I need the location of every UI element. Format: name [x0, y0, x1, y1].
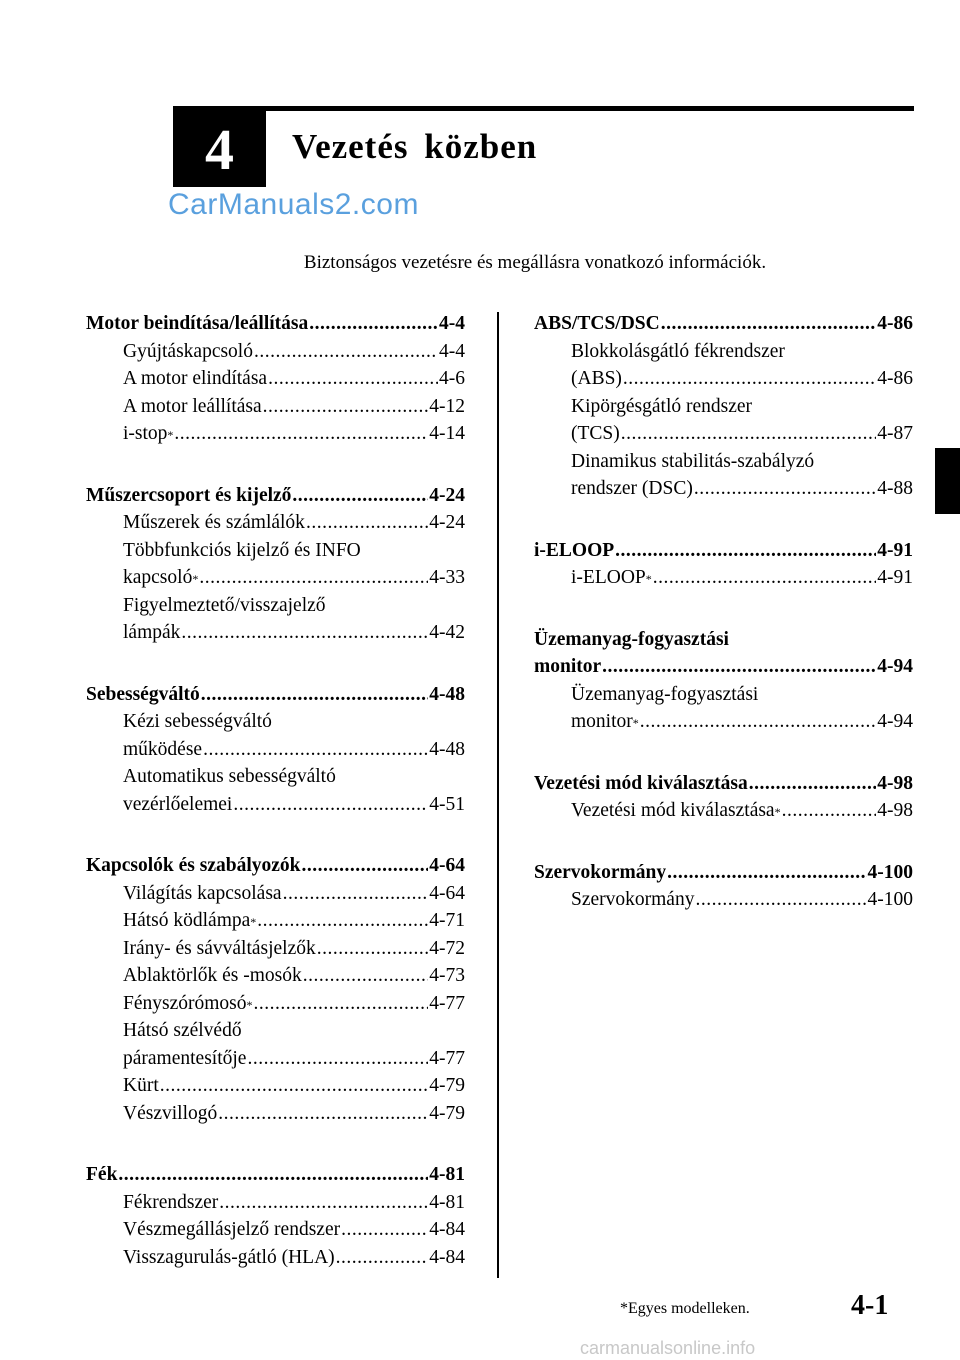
- toc-page-ref: 4-81: [429, 1191, 465, 1213]
- toc-entry-text: ABS/TCS/DSC: [534, 313, 660, 334]
- dot-leader: [306, 509, 428, 537]
- toc-entry-text: monitor: [534, 656, 602, 677]
- toc-heading[interactable]: [534, 310, 913, 338]
- dot-leader: [160, 1072, 429, 1100]
- toc-section: [86, 852, 465, 1127]
- toc-section: [534, 537, 913, 592]
- toc-page-ref: 4-87: [877, 423, 913, 444]
- toc-entry-text: i-stop: [123, 423, 168, 444]
- toc-page-ref: 4-48: [429, 683, 465, 705]
- toc-page-ref: 4-94: [877, 656, 913, 677]
- toc-entry[interactable]: [86, 791, 465, 819]
- toc-entry[interactable]: [86, 962, 465, 990]
- toc-entry[interactable]: [86, 393, 465, 421]
- toc-entry[interactable]: [86, 619, 465, 647]
- toc-entry-text: Kürt: [123, 1075, 159, 1096]
- toc-page-ref: 4-24: [429, 484, 465, 506]
- toc-entry-text: Műszercsoport és kijelző: [86, 484, 292, 506]
- dot-leader: [640, 708, 877, 736]
- toc-entry-text: lámpák: [123, 622, 181, 643]
- toc-entry-text: Irány- és sávváltásjelzők: [123, 937, 316, 959]
- toc-section: [86, 310, 465, 448]
- toc-entry-text: Dinamikus stabilitás-szabályzó: [571, 450, 815, 472]
- dot-leader: [602, 653, 876, 681]
- toc-entry-text: Hátsó szélvédő: [123, 1020, 242, 1041]
- toc-entry-text: Motor beindítása/leállítása: [86, 313, 309, 334]
- toc-entry: [534, 448, 913, 476]
- dot-leader: [118, 1161, 428, 1189]
- toc-entry[interactable]: [534, 365, 913, 393]
- column-divider: [497, 312, 499, 1278]
- footer-watermark: carmanualsonline.info: [580, 1338, 756, 1358]
- dot-leader: [218, 1100, 428, 1128]
- toc-heading[interactable]: [534, 653, 913, 681]
- dot-leader: [174, 420, 428, 448]
- toc-page-ref: 4-84: [429, 1246, 465, 1268]
- toc-entry: [86, 763, 465, 791]
- toc-entry-text: Blokkolásgátló fékrendszer: [571, 340, 785, 362]
- toc-entry[interactable]: i-stop * ..... 4-14: [86, 420, 465, 448]
- toc-entry[interactable]: Vezetési mód kiválasztása * ..... 4-98: [534, 797, 913, 825]
- toc-section: [534, 310, 913, 503]
- toc-page-ref: 4-4: [439, 313, 465, 334]
- toc-page-ref: 4-72: [429, 937, 465, 959]
- toc-page-ref: 4-14: [429, 423, 465, 444]
- toc-entry[interactable]: Hátsó ködlámpa * ..... 4-71: [86, 907, 465, 935]
- dot-leader: [303, 962, 429, 990]
- page-number: 4-1: [851, 1290, 889, 1321]
- toc-section: [534, 859, 913, 914]
- toc-page-ref: 4-100: [867, 889, 913, 910]
- dot-leader: [257, 907, 428, 935]
- dot-leader: [336, 1244, 429, 1272]
- toc-entry[interactable]: i-ELOOP * ..... 4-91: [534, 564, 913, 592]
- toc-page-ref: 4-86: [877, 313, 913, 334]
- toc-entry[interactable]: [86, 1216, 465, 1244]
- toc-entry-text: Vezetési mód kiválasztása: [571, 800, 775, 821]
- toc-entry[interactable]: [534, 420, 913, 448]
- dot-leader: [695, 886, 866, 914]
- toc-entry[interactable]: [86, 736, 465, 764]
- dot-leader: [254, 990, 429, 1018]
- footnote: *Egyes modelleken.: [620, 1300, 750, 1317]
- toc-entry[interactable]: [86, 1072, 465, 1100]
- toc-heading[interactable]: [86, 852, 465, 880]
- toc-page-ref: 4-64: [429, 882, 465, 904]
- toc-entry-text: Ablaktörlők és -mosók: [123, 965, 302, 986]
- toc-entry-text: Figyelmeztető/visszajelző: [123, 594, 326, 616]
- chapter-title: Vezetés közben: [292, 127, 538, 166]
- toc-page-ref: 4-88: [877, 478, 913, 499]
- toc-heading[interactable]: [86, 681, 465, 709]
- dot-leader: [615, 537, 876, 565]
- dot-leader: [283, 880, 429, 908]
- toc-entry-text: Fényszórómosó: [123, 992, 247, 1014]
- dot-leader: [181, 619, 428, 647]
- toc-entry-text: i-ELOOP: [571, 567, 646, 588]
- toc-page-ref: 4-94: [877, 711, 913, 732]
- toc-heading[interactable]: [86, 482, 465, 510]
- toc-page-ref: 4-73: [429, 965, 465, 986]
- dot-leader: [621, 420, 877, 448]
- toc-entry-text: Üzemanyag-fogyasztási: [571, 683, 759, 705]
- toc-entry-text: Automatikus sebességváltó: [123, 766, 336, 787]
- chapter-subtitle: Biztonságos vezetésre és megállásra vonatkozó információk.: [303, 252, 767, 273]
- toc-page-ref: 4-42: [429, 622, 465, 643]
- toc-entry-text: Kapcsolók és szabályozók: [86, 855, 301, 876]
- dot-leader: [667, 859, 866, 887]
- toc-page-ref: 4-77: [429, 992, 465, 1014]
- toc-entry-text: Vezetési mód kiválasztása: [534, 772, 748, 794]
- toc-page-ref: 4-71: [429, 910, 465, 931]
- toc-page-ref: 4-6: [439, 368, 465, 389]
- toc-entry[interactable]: [86, 509, 465, 537]
- toc-entry-text: Többfunkciós kijelző és INFO: [123, 539, 361, 561]
- toc-section: [86, 482, 465, 647]
- dot-leader: [782, 797, 877, 825]
- toc-entry-text: Üzemanyag-fogyasztási: [534, 628, 729, 650]
- toc-entry[interactable]: [86, 1100, 465, 1128]
- chapter-number-box: [173, 111, 266, 187]
- toc-entry-text: Kipörgésgátló rendszer: [571, 395, 753, 417]
- toc-entry[interactable]: [86, 1189, 465, 1217]
- toc-entry: [86, 592, 465, 620]
- toc-entry[interactable]: [86, 1045, 465, 1073]
- toc-entry-text: Vészmegállásjelző rendszer: [123, 1219, 341, 1240]
- dot-leader: [263, 393, 429, 421]
- toc-page-ref: 4-79: [429, 1075, 465, 1096]
- toc-page-ref: 4-12: [429, 395, 465, 417]
- toc-entry-text: A motor elindítása: [123, 368, 268, 389]
- dot-leader: [694, 475, 876, 503]
- dot-leader: [254, 338, 438, 366]
- dot-leader: [302, 852, 429, 880]
- toc-section: [86, 1161, 465, 1271]
- dot-leader: [292, 482, 428, 510]
- toc-section: [534, 770, 913, 825]
- toc-page-ref: 4-24: [429, 512, 465, 533]
- toc-page-ref: 4-84: [429, 1219, 465, 1240]
- toc-entry: [534, 393, 913, 421]
- toc-entry-text: páramentesítője: [123, 1047, 247, 1069]
- toc-entry-text: Hátsó ködlámpa: [123, 910, 251, 931]
- toc-left-column: [86, 310, 465, 1305]
- toc-section: [86, 681, 465, 819]
- toc-entry-text: Kézi sebességváltó: [123, 711, 272, 732]
- toc-entry: [534, 338, 913, 366]
- toc-page-ref: 4-81: [429, 1164, 465, 1185]
- toc-page-ref: 4-91: [877, 539, 913, 561]
- toc-entry-text: rendszer (DSC): [571, 478, 693, 499]
- toc-entry[interactable]: [86, 935, 465, 963]
- toc-section: [534, 626, 913, 736]
- dot-leader: [219, 1189, 428, 1217]
- toc-entry-text: működése: [123, 738, 203, 760]
- toc-entry-text: vezérlőelemei: [123, 793, 233, 815]
- dot-leader: [309, 310, 438, 338]
- toc-entry-text: Visszagurulás-gátló (HLA): [123, 1246, 335, 1268]
- toc-page-ref: 4-51: [429, 793, 465, 815]
- dot-leader: [199, 564, 428, 592]
- toc-entry[interactable]: [86, 338, 465, 366]
- toc-entry-text: i-ELOOP: [534, 539, 615, 561]
- toc-heading[interactable]: [86, 1161, 465, 1189]
- toc-entry-text: Fék: [86, 1164, 118, 1185]
- toc-entry: [86, 537, 465, 565]
- watermark: CarManuals2.com: [168, 188, 419, 221]
- toc-entry-text: Szervokormány: [534, 861, 667, 883]
- toc-page-ref: 4-79: [429, 1102, 465, 1124]
- toc-page-ref: 4-64: [429, 855, 465, 876]
- dot-leader: [317, 935, 428, 963]
- toc-heading[interactable]: [86, 310, 465, 338]
- toc-entry[interactable]: [86, 365, 465, 393]
- dot-leader: [623, 365, 876, 393]
- toc-entry[interactable]: [534, 475, 913, 503]
- toc-page-ref: 4-98: [877, 800, 913, 821]
- toc-entry-text: A motor leállítása: [123, 395, 262, 417]
- toc-heading: [534, 626, 913, 654]
- toc-page-ref: 4-98: [877, 772, 913, 794]
- dot-leader: [247, 1045, 428, 1073]
- toc-entry-text: monitor: [571, 711, 633, 732]
- toc-page-ref: 4-48: [429, 738, 465, 760]
- toc-heading[interactable]: [534, 770, 913, 798]
- toc-entry[interactable]: [534, 886, 913, 914]
- toc-entry-text: kapcsoló: [123, 567, 193, 588]
- toc-entry[interactable]: Fényszórómosó * ..... 4-77: [86, 990, 465, 1018]
- dot-leader: [233, 791, 428, 819]
- toc-page-ref: 4-77: [429, 1047, 465, 1069]
- chapter-thumb-tab: [935, 448, 960, 514]
- dot-leader: [749, 770, 876, 798]
- toc-entry-text: Sebességváltó: [86, 683, 200, 705]
- toc-page-ref: 4-91: [877, 567, 913, 588]
- header-rule: [173, 106, 914, 111]
- toc-entry-text: Gyújtáskapcsoló: [123, 340, 253, 362]
- toc-entry[interactable]: monitor * ..... 4-94: [534, 708, 913, 736]
- dot-leader: [341, 1216, 428, 1244]
- toc-entry: [86, 708, 465, 736]
- toc-page-ref: 4-100: [867, 861, 913, 883]
- toc-page-ref: 4-4: [439, 340, 465, 362]
- toc-entry[interactable]: kapcsoló * ..... 4-33: [86, 564, 465, 592]
- toc-entry[interactable]: [86, 1244, 465, 1272]
- toc-page-ref: 4-33: [429, 567, 465, 588]
- toc-entry-text: Világítás kapcsolása: [123, 882, 282, 904]
- toc-entry-text: Szervokormány: [571, 889, 695, 910]
- toc-page-ref: 4-86: [877, 368, 913, 389]
- toc-entry-text: Műszerek és számlálók: [123, 512, 305, 533]
- dot-leader: [268, 365, 438, 393]
- toc-entry: [534, 681, 913, 709]
- toc-heading[interactable]: [534, 859, 913, 887]
- dot-leader: [203, 736, 428, 764]
- toc-entry-text: Fékrendszer: [123, 1191, 219, 1213]
- toc-entry-text: (TCS): [571, 423, 620, 444]
- dot-leader: [653, 564, 877, 592]
- chapter-number: 4: [205, 116, 234, 182]
- toc-entry-text: (ABS): [571, 368, 622, 389]
- toc-right-column: [534, 310, 913, 948]
- toc-entry: [86, 1017, 465, 1045]
- dot-leader: [201, 681, 429, 709]
- toc-entry-text: Vészvillogó: [123, 1102, 218, 1124]
- dot-leader: [661, 310, 877, 338]
- toc-entry[interactable]: [86, 880, 465, 908]
- toc-heading[interactable]: [534, 537, 913, 565]
